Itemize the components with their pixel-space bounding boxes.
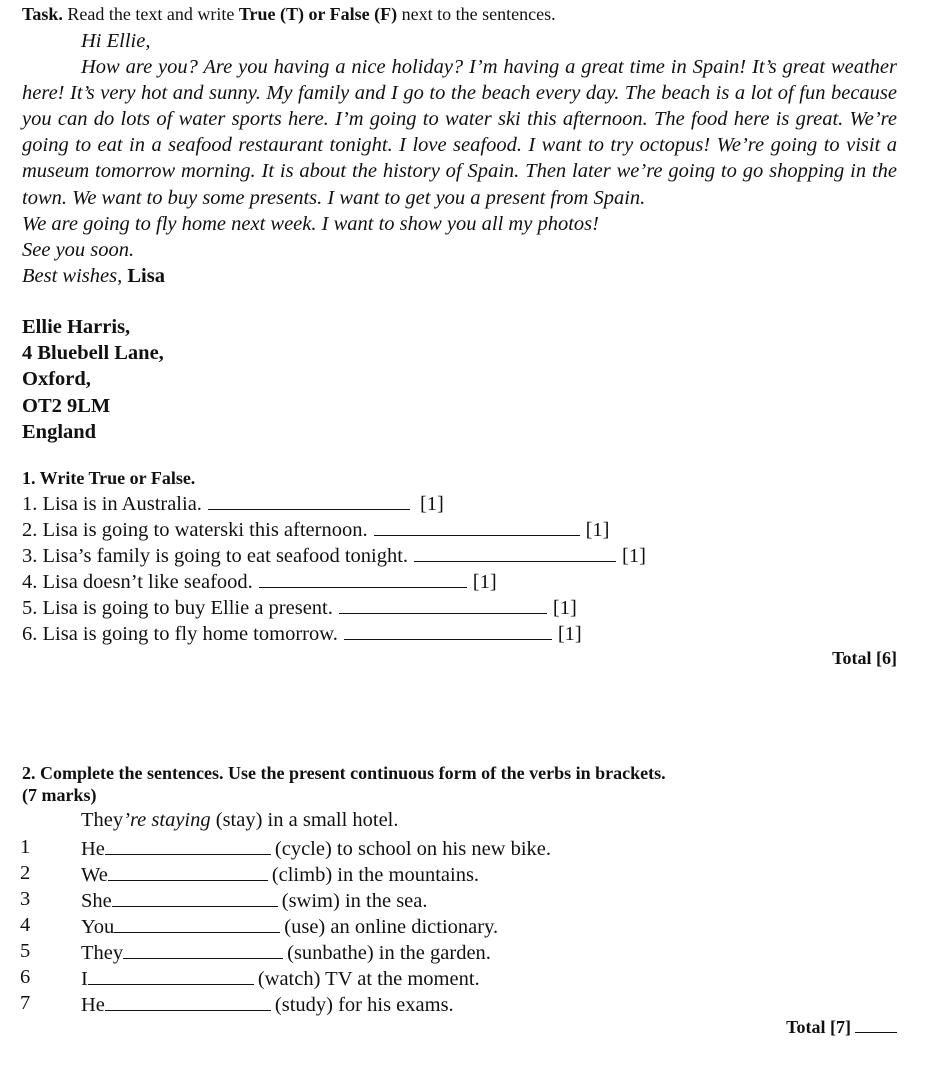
example-answer: ’re staying xyxy=(123,809,211,831)
task-text-b: next to the sentences. xyxy=(397,4,556,24)
letter-text xyxy=(22,28,897,289)
item-number: 2 xyxy=(20,862,31,884)
question-text: 5. Lisa is going to buy Ellie a present. xyxy=(22,597,333,619)
address-line: OT2 9LM xyxy=(22,394,111,417)
item-rest: (use) an online dictionary. xyxy=(284,916,499,938)
item-subject: He xyxy=(81,994,105,1016)
letter-see-you: See you soon. xyxy=(22,238,135,261)
section1-title: 1. Write True or False. xyxy=(22,468,196,488)
item-subject: He xyxy=(81,838,105,860)
item-subject: They xyxy=(81,942,124,964)
item-number: 3 xyxy=(20,888,31,910)
question-mark: [1] xyxy=(419,493,444,515)
true-false-question xyxy=(22,516,610,542)
item-subject: You xyxy=(81,916,115,938)
example-subject: They xyxy=(81,809,124,831)
item-number: 7 xyxy=(20,992,31,1014)
total-blank[interactable] xyxy=(855,1016,897,1033)
true-false-question xyxy=(22,568,497,594)
letter-fly-home: We are going to fly home next week. I want to show you all my photos! xyxy=(22,212,599,235)
task-true-false: True (T) or False (F) xyxy=(238,4,398,24)
answer-blank[interactable] xyxy=(344,620,552,640)
answer-blank[interactable] xyxy=(114,913,280,933)
task-label: Task. xyxy=(22,4,63,24)
item-rest: (climb) in the mountains. xyxy=(271,864,480,886)
address-line: 4 Bluebell Lane, xyxy=(22,342,164,365)
answer-blank[interactable] xyxy=(208,490,410,510)
item-number: 6 xyxy=(20,966,31,988)
task-instruction xyxy=(22,4,556,24)
address-block xyxy=(22,314,164,445)
section1-total: Total [6] xyxy=(832,648,897,668)
question-mark: [1] xyxy=(557,623,582,645)
true-false-question xyxy=(22,594,577,620)
answer-blank[interactable] xyxy=(259,568,467,588)
signature: Lisa xyxy=(127,264,165,287)
answer-blank[interactable] xyxy=(374,516,580,536)
address-line: Oxford, xyxy=(22,368,91,391)
question-text: 3. Lisa’s family is going to eat seafood tonight. xyxy=(22,545,409,567)
item-subject: We xyxy=(81,864,108,886)
section2-title-line2: (7 marks) xyxy=(22,785,97,805)
answer-blank[interactable] xyxy=(105,991,271,1011)
letter-greeting: Hi Ellie, xyxy=(81,30,151,52)
address-line: England xyxy=(22,420,97,443)
question-mark: [1] xyxy=(622,545,646,567)
section2-total-label: Total [7] xyxy=(786,1017,851,1037)
letter-sign-off xyxy=(22,263,897,289)
item-number: 1 xyxy=(20,836,31,858)
best-wishes: Best wishes, xyxy=(22,264,128,287)
answer-blank[interactable] xyxy=(123,939,283,959)
question-mark: [1] xyxy=(585,519,610,541)
answer-blank[interactable] xyxy=(112,887,278,907)
section2-total xyxy=(786,1016,897,1038)
item-rest: (sunbathe) in the garden. xyxy=(287,942,491,964)
question-text: 1. Lisa is in Australia. xyxy=(22,493,202,515)
section2-title xyxy=(22,762,666,806)
answer-blank[interactable] xyxy=(108,861,268,881)
task-text-a: Read the text and write xyxy=(62,4,239,24)
answer-blank[interactable] xyxy=(339,594,547,614)
item-subject: She xyxy=(81,890,112,912)
true-false-question xyxy=(22,620,582,646)
question-mark: [1] xyxy=(472,571,497,593)
item-number: 4 xyxy=(20,914,31,936)
true-false-question xyxy=(22,542,646,568)
question-text: 2. Lisa is going to waterski this afternoon. xyxy=(22,519,368,541)
item-rest: (watch) TV at the moment. xyxy=(257,968,480,990)
answer-blank[interactable] xyxy=(105,835,271,855)
section2-title-line1: 2. Complete the sentences. Use the present continuous form of the verbs in brackets. xyxy=(22,763,666,783)
item-rest: (cycle) to school on his new bike. xyxy=(274,838,552,860)
answer-blank[interactable] xyxy=(88,965,254,985)
question-mark: [1] xyxy=(552,597,577,619)
item-rest: (study) for his exams. xyxy=(274,994,454,1016)
item-subject: I xyxy=(81,968,88,990)
item-number: 5 xyxy=(20,940,31,962)
question-text: 4. Lisa doesn’t like seafood. xyxy=(22,571,253,593)
example-rest: (stay) in a small hotel. xyxy=(210,809,399,831)
address-line: Ellie Harris, xyxy=(22,316,131,338)
item-rest: (swim) in the sea. xyxy=(281,890,428,912)
example-sentence xyxy=(81,809,399,832)
true-false-question xyxy=(22,490,444,516)
letter-paragraph: How are you? Are you having a nice holiday? I’m having a great time in Spain! It’s great weather here! It’s very hot and sunny. My family and I go to the beach every day. The beach is a lot of fun because you can do lots of water sports here. I’m going to water ski this afternoon. The food here is great. We’re going to eat in a seafood restaurant tonight. I love seafood. I want to try octopus! We’re going to visit a museum tomorrow morning. It is about the history of Spain. Then later we’re going to go shopping in the town. We want to buy some presents. I want to get you a present from Spain. xyxy=(22,56,897,209)
answer-blank[interactable] xyxy=(414,542,616,562)
question-text: 6. Lisa is going to fly home tomorrow. xyxy=(22,623,338,645)
